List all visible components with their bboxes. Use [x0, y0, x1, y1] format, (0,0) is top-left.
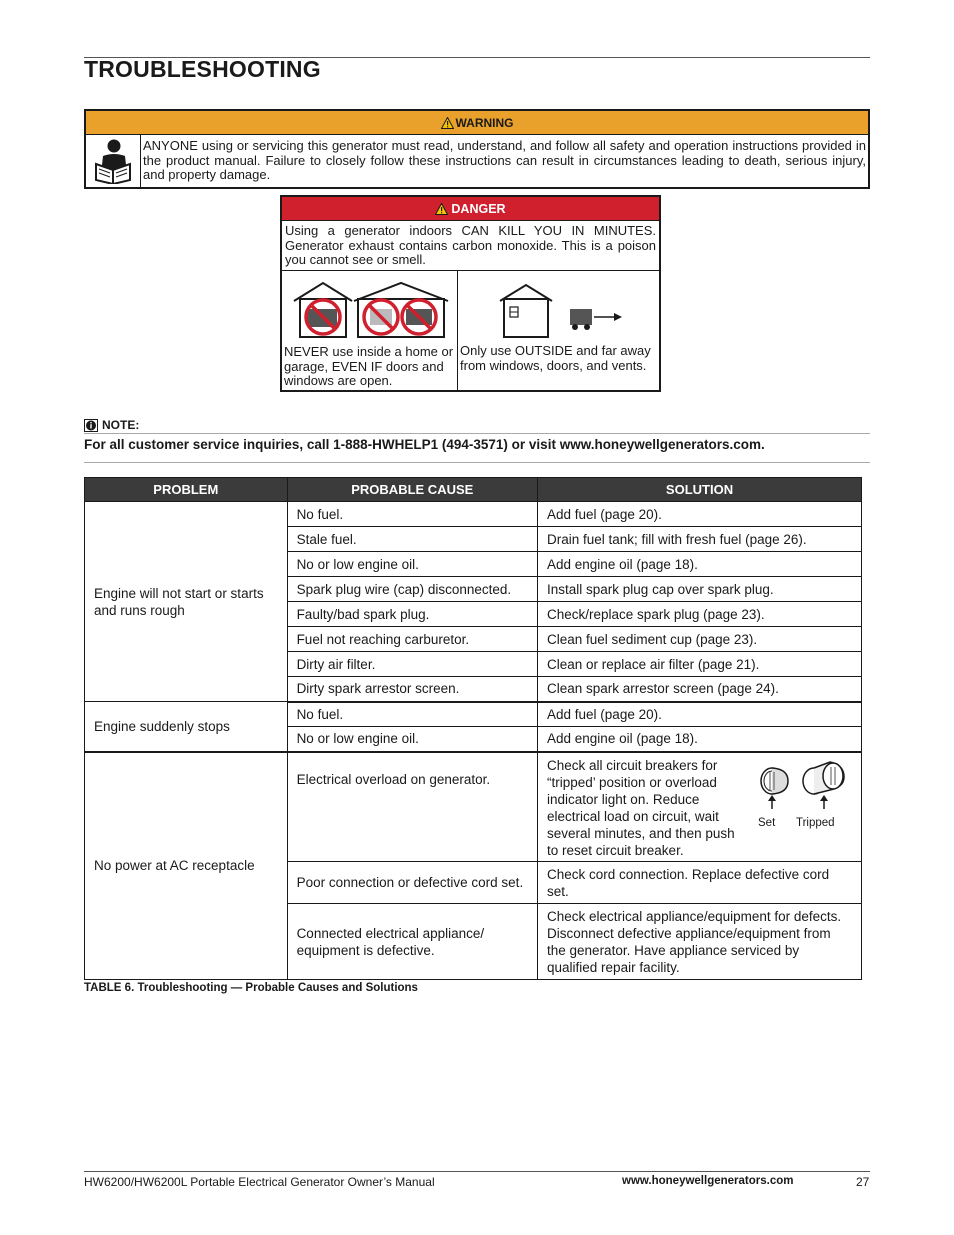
warning-box [84, 109, 870, 189]
breaker-tripped-label: Tripped [796, 816, 835, 829]
solution-text: Check all circuit breakers for “tripped’ position or overload indicator light on. Reduce electrical load on circuit, wait several minutes, and then push to reset circuit breaker. [547, 757, 735, 858]
danger-outdoor-caption: Only use OUTSIDE and far away from windows, doors, and vents. [460, 343, 651, 373]
cause-cell: No fuel. [287, 702, 537, 727]
column-header-cause: PROBABLE CAUSE [287, 478, 537, 502]
person-reading-manual-icon [93, 138, 133, 184]
outdoor-use-icon [498, 283, 628, 339]
cause-cell: Faulty/bad spark plug. [287, 602, 537, 627]
column-header-problem: PROBLEM [85, 478, 288, 502]
solution-cell: Drain fuel tank; fill with fresh fuel (page 26). [538, 527, 862, 552]
cause-cell: Dirty spark arrestor screen. [287, 677, 537, 702]
note-label [84, 418, 139, 432]
cause-cell: Dirty air filter. [287, 652, 537, 677]
danger-box [280, 195, 661, 392]
solution-cell [538, 752, 862, 862]
solution-cell: Clean or replace air filter (page 21). [538, 652, 862, 677]
note-rule-bottom [84, 462, 870, 463]
solution-cell: Add fuel (page 20). [538, 702, 862, 727]
info-icon [84, 419, 98, 432]
table-row [85, 752, 862, 862]
solution-cell: Check cord connection. Replace defective cord set. [538, 862, 862, 904]
cause-cell: No or low engine oil. [287, 727, 537, 752]
solution-cell: Clean fuel sediment cup (page 23). [538, 627, 862, 652]
danger-text: Using a generator indoors CAN KILL YOU IN MINUTES. Generator exhaust contains carbon monoxide. This is a poison you cannot see or smell. [282, 221, 659, 271]
table-row [85, 702, 862, 727]
warning-text: ANYONE using or servicing this generator must read, understand, and follow all safety and operation instructions provided in the product manual. Failure to closely follow these instructions can result in circumstances leading to death, serious injury, and property damage. [143, 138, 866, 182]
cause-cell: Electrical overload on generator. [287, 752, 537, 862]
breaker-set-label: Set [758, 816, 776, 829]
table-row [85, 502, 862, 527]
cause-cell: Stale fuel. [287, 527, 537, 552]
solution-cell: Check electrical appliance/equipment for defects. Disconnect defective appliance/equipment from the generator. Have appliance serviced by qualified repair facility. [538, 904, 862, 980]
footer-website: www.honeywellgenerators.com [622, 1175, 794, 1187]
solution-cell: Add fuel (page 20). [538, 502, 862, 527]
table-header-row [85, 478, 862, 502]
danger-triangle-icon [435, 203, 448, 215]
danger-panel-indoor [282, 271, 458, 390]
cause-cell: Poor connection or defective cord set. [287, 862, 537, 904]
problem-cell: No power at AC receptacle [85, 752, 288, 980]
cause-cell: Connected electrical appliance/ equipment is defective. [287, 904, 537, 980]
footer-manual-title: HW6200/HW6200L Portable Electrical Generator Owner’s Manual [84, 1175, 435, 1189]
danger-indoor-caption: NEVER use inside a home or garage, EVEN IF doors and windows are open. [284, 344, 454, 388]
solution-cell: Check/replace spark plug (page 23). [538, 602, 862, 627]
warning-triangle-icon [441, 117, 454, 129]
no-indoor-use-icon [292, 281, 452, 339]
cause-cell: No fuel. [287, 502, 537, 527]
danger-panel-outdoor [458, 271, 659, 390]
table-caption: TABLE 6. Troubleshooting — Probable Causes and Solutions [84, 982, 418, 994]
column-header-solution: SOLUTION [538, 478, 862, 502]
danger-label: DANGER [451, 201, 506, 216]
solution-cell: Add engine oil (page 18). [538, 552, 862, 577]
circuit-breaker-figure [756, 757, 851, 837]
circuit-breaker-tripped-icon [800, 757, 850, 809]
cause-cell: Spark plug wire (cap) disconnected. [287, 577, 537, 602]
troubleshooting-table [84, 477, 862, 980]
note-rule-top [84, 433, 870, 434]
cause-cell: Fuel not reaching carburetor. [287, 627, 537, 652]
note-text: For all customer service inquiries, call 1-888-HWHELP1 (494-3571) or visit www.honeywellgenerators.com. [84, 437, 765, 452]
note-label-text: NOTE: [102, 418, 140, 432]
problem-cell: Engine will not start or starts and runs rough [85, 502, 288, 702]
warning-header [86, 111, 868, 135]
solution-cell: Clean spark arrestor screen (page 24). [538, 677, 862, 702]
solution-cell: Add engine oil (page 18). [538, 727, 862, 752]
warning-label: WARNING [455, 115, 514, 130]
warning-icon-cell [86, 135, 141, 187]
solution-cell: Install spark plug cap over spark plug. [538, 577, 862, 602]
page-number: 27 [856, 1175, 870, 1189]
cause-cell: No or low engine oil. [287, 552, 537, 577]
footer-rule [84, 1171, 870, 1172]
circuit-breaker-set-icon [758, 763, 796, 809]
problem-cell: Engine suddenly stops [85, 702, 288, 752]
danger-header [282, 197, 659, 221]
page-title: TROUBLESHOOTING [84, 56, 321, 82]
